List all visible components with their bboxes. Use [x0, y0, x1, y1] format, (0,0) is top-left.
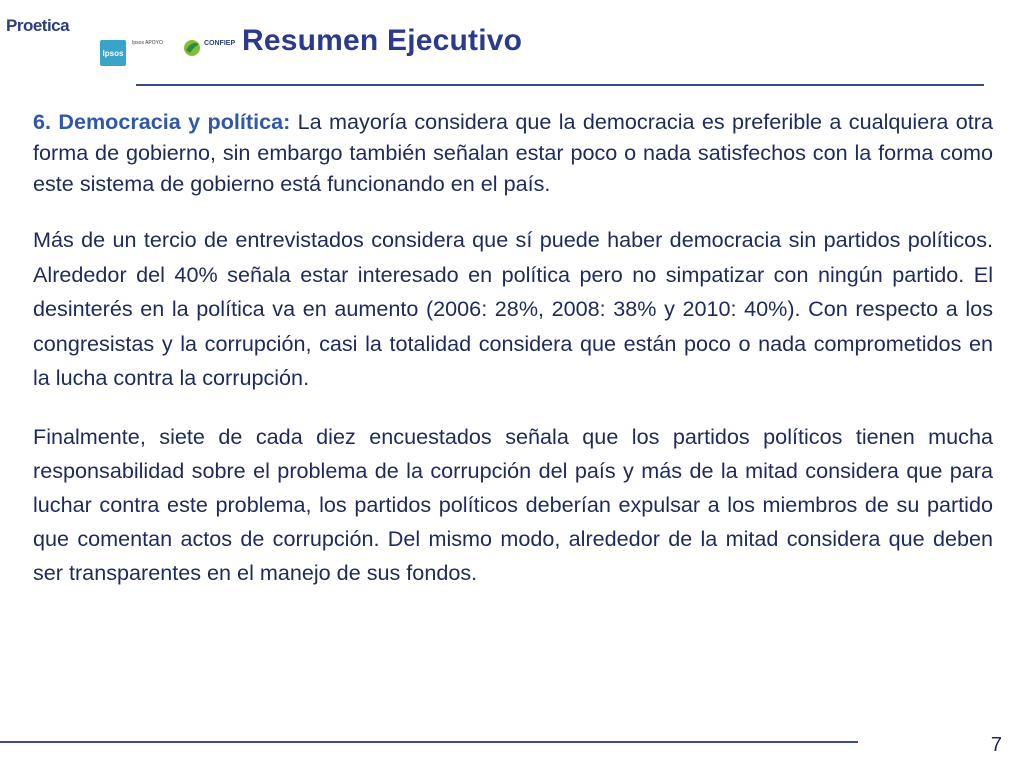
ipsos-apoyo-logo-text: Ipsos APOYO — [132, 40, 163, 46]
ipsos-logo-mark: Ipsos — [102, 48, 124, 58]
paragraph-democracy-body: La mayoría considera que la democracia es preferible a cualquiera otra forma de gobierno, sin embargo también señalan estar poco o nada satisfechos con la forma como este sistema de gobierno está funcionando en el país. — [33, 109, 993, 196]
proetica-logo-tagline — [6, 37, 68, 42]
footer-divider — [0, 741, 858, 743]
paragraph-corruption: Finalmente, siete de cada diez encuestados señala que los partidos políticos tienen mucha responsabilidad sobre el problema de la corrupción del país y más de la mitad considera que para luchar contra este problema, los partidos políticos deberían expulsar a los miembros de su partido que comentan actos de corrupción. Del mismo modo, alrededor de la mitad considera que deben ser transparentes en el manejo de sus fondos. — [33, 423, 993, 585]
confiep-leaf-icon — [182, 38, 202, 58]
proetica-logo-text: Proetica — [6, 16, 70, 35]
slide-title: Resumen Ejecutivo — [242, 24, 523, 57]
paragraph-parties: Más de un tercio de entrevistados considera que sí puede haber democracia sin partidos políticos. Alrededor del 40% señala estar interesado en política pero no simpatizar con ningún partido. El desinterés en la política va en aumento (2006: 28%, 2008: 38% y 2010: 40%). Con respecto a los congresistas y la corrupción, casi la totalidad considera que están poco o nada comprometidos en la lucha contra la corrupción. — [33, 227, 993, 390]
slide-content — [33, 106, 993, 590]
paragraph-democracy — [33, 106, 993, 199]
page-number: 7 — [990, 734, 1002, 756]
proetica-logo — [6, 16, 68, 42]
header-divider — [136, 84, 984, 86]
section-heading: 6. Democracia y política: — [33, 109, 291, 134]
confiep-logo-text: CONFIEP — [204, 40, 236, 47]
ipsos-logo — [100, 40, 126, 66]
